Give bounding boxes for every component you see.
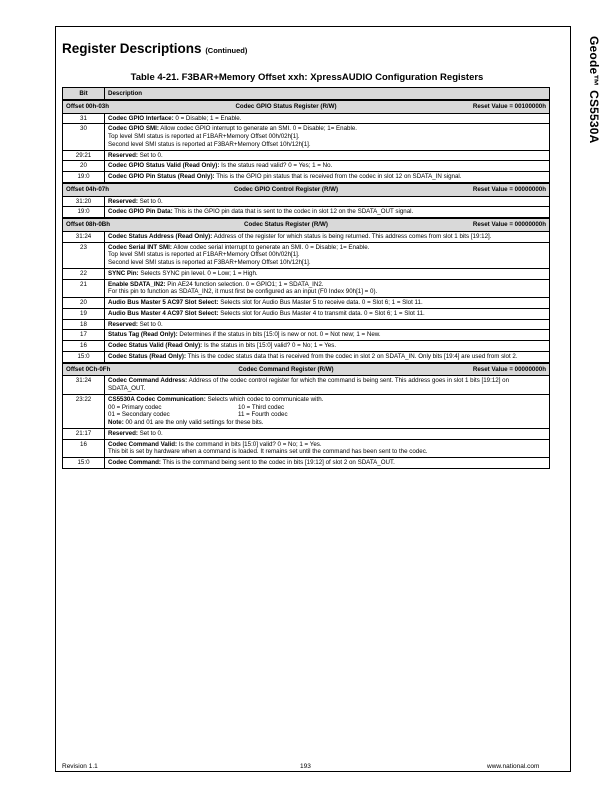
description-cell	[105, 231, 550, 242]
field-description: This is the GPIO pin data that is sent to the codec in slot 12 on the SDATA_OUT signal.	[174, 208, 414, 216]
description-cell	[105, 458, 550, 469]
bit-cell: 23:22	[63, 394, 105, 428]
field-description: This is the codec status data that is received from the codec in slot 2 on SDATA_IN. Only bits [19:4] are used from slot 2.	[187, 352, 518, 360]
description-extra-line: For this pin to function as SDATA_IN2, it must first be configured as an input (F0 Index 90h[1] = 0).	[108, 288, 378, 296]
field-description: 0 = Disable; 1 = Enable.	[175, 114, 242, 122]
field-description: Selects slot for Audio Bus Master 4 to transmit data. 0 = Slot 6; 1 = Slot 11.	[220, 309, 425, 317]
reset-value: Reset Value = 00100000h	[472, 102, 546, 110]
description-cell	[105, 172, 550, 183]
description-line	[108, 208, 546, 216]
field-description: Determines if the status in bits [15:0] is new or not. 0 = Not new; 1 = New.	[179, 331, 381, 339]
column-header-bit: Bit	[63, 88, 105, 100]
title-text: Register Descriptions	[62, 41, 202, 56]
register-name: Codec GPIO Control Register (R/W)	[233, 185, 339, 193]
description-cell	[105, 428, 550, 439]
table-header-row	[63, 88, 550, 100]
table-row	[63, 319, 550, 330]
description-line	[108, 331, 546, 339]
description-line	[108, 125, 546, 133]
description-line	[108, 115, 546, 123]
description-cell	[105, 351, 550, 362]
field-name: Audio Bus Master 5 AC97 Slot Select:	[108, 299, 219, 306]
field-name: Codec GPIO Pin Status (Read Only):	[108, 173, 215, 180]
bit-cell: 18	[63, 319, 105, 330]
bit-cell: 21:17	[63, 428, 105, 439]
bit-cell: 31	[63, 113, 105, 124]
register-name: Codec Status Register (R/W)	[244, 221, 328, 228]
field-description: Set to 0.	[139, 429, 163, 437]
field-name: Reserved:	[108, 429, 138, 437]
bit-cell: 19	[63, 308, 105, 319]
field-name: Codec GPIO Interface:	[108, 114, 174, 122]
side-product-title	[561, 36, 611, 176]
description-cell	[105, 394, 550, 428]
offset-range: Offset 04h-07h	[66, 185, 109, 193]
table-row	[63, 124, 550, 150]
field-name: Enable SDATA_IN2:	[108, 280, 166, 288]
offset-header	[66, 103, 546, 111]
offset-range: Offset 08h-0Bh	[66, 221, 111, 228]
description-line	[108, 321, 546, 329]
table-row	[63, 161, 550, 172]
field-name: Codec GPIO SMI:	[108, 125, 159, 133]
field-name: Codec Command Address:	[108, 377, 188, 385]
bit-cell: 19:0	[63, 172, 105, 183]
table-row	[63, 458, 550, 469]
bit-cell: 15:0	[63, 458, 105, 469]
bit-cell: 31:20	[63, 196, 105, 207]
description-line	[108, 281, 546, 289]
field-name: Audio Bus Master 4 AC97 Slot Select:	[108, 309, 219, 317]
field-name: SYNC Pin:	[108, 269, 139, 277]
bit-cell: 16	[63, 341, 105, 352]
field-description: Set to 0.	[139, 197, 163, 205]
description-cell	[105, 298, 550, 309]
option-left: 00 = Primary codec	[108, 403, 162, 411]
description-cell	[105, 376, 550, 395]
table-row	[63, 439, 550, 458]
reset-value: Reset Value = 00000000h	[472, 221, 546, 228]
description-cell	[105, 113, 550, 124]
bit-cell: 31:24	[63, 231, 105, 242]
option-right: 11 = Fourth codec	[238, 411, 288, 419]
description-cell	[105, 279, 550, 298]
description-cell	[105, 150, 550, 161]
table-row	[63, 113, 550, 124]
description-line	[108, 441, 546, 449]
field-description: Allow codec GPIO interrupt to generate an SMI. 0 = Disable; 1= Enable.	[160, 125, 358, 133]
description-cell	[105, 330, 550, 341]
footer-url: www.national.com	[487, 763, 540, 770]
reset-value: Reset Value = 00000000h	[472, 185, 546, 193]
description-line	[108, 396, 546, 404]
description-line	[108, 310, 546, 318]
field-name: Codec Command Valid:	[108, 440, 178, 448]
option-pair	[108, 404, 546, 412]
register-name: Codec Command Register (R/W)	[238, 365, 334, 373]
description-cell	[105, 268, 550, 279]
field-description: Address of the codec control register for which the command is being sent. This address goes in slot 1 bits [19:12] on SDATA_OUT.	[108, 377, 510, 392]
description-line	[108, 299, 546, 307]
description-line	[108, 430, 546, 438]
description-line	[108, 342, 546, 350]
option-left: 01 = Secondary codec	[108, 411, 170, 419]
offset-row	[63, 363, 550, 376]
option-right: 10 = Third codec	[238, 403, 285, 411]
table-row	[63, 298, 550, 309]
field-description: Set to 0.	[139, 320, 163, 328]
page-title	[62, 41, 247, 56]
table-row	[63, 394, 550, 428]
description-cell	[105, 242, 550, 268]
offset-row	[63, 100, 550, 113]
column-header-description: Description	[105, 88, 550, 100]
table-row	[63, 231, 550, 242]
table-row	[63, 428, 550, 439]
register-body	[63, 100, 550, 469]
description-line	[108, 353, 546, 361]
description-line	[108, 162, 546, 170]
field-name: Reserved:	[108, 197, 138, 205]
description-line	[108, 377, 546, 393]
description-cell	[105, 319, 550, 330]
bit-cell: 21	[63, 279, 105, 298]
table-row	[63, 308, 550, 319]
description-cell	[105, 207, 550, 218]
field-name: Codec GPIO Status Valid (Read Only):	[108, 162, 220, 170]
description-line	[108, 233, 546, 241]
footer-page-number: 193	[300, 763, 311, 770]
footer-revision: Revision 1.1	[62, 763, 98, 770]
table-row	[63, 150, 550, 161]
bit-cell: 29:21	[63, 150, 105, 161]
bit-cell: 16	[63, 439, 105, 458]
bit-cell: 31:24	[63, 376, 105, 395]
description-line	[108, 173, 546, 181]
title-continued: (Continued)	[205, 46, 248, 55]
field-description: Is the status read valid? 0 = Yes; 1 = No.	[221, 162, 333, 170]
field-description: Address of the register for which status is being returned. This address comes from slot 1 bits [19:12].	[213, 232, 492, 240]
bit-cell: 20	[63, 161, 105, 172]
description-cell	[105, 439, 550, 458]
field-name: Codec Status (Read Only):	[108, 352, 187, 360]
description-line	[108, 270, 546, 278]
register-table	[62, 87, 550, 469]
offset-header	[66, 366, 546, 374]
field-name: Codec Status Valid (Read Only):	[108, 342, 203, 349]
note-label: Note:	[108, 419, 124, 426]
field-name: Codec Command:	[108, 459, 161, 466]
offset-header	[66, 221, 546, 229]
offset-row	[63, 183, 550, 196]
field-name: Reserved:	[108, 151, 138, 159]
field-description: Set to 0.	[139, 151, 163, 159]
field-description: Is the command in bits [15:0] valid? 0 = No; 1 = Yes.	[178, 440, 322, 448]
offset-row	[63, 218, 550, 231]
table-row	[63, 351, 550, 362]
description-extra-line: Second level SMI status is reported at F3BAR+Memory Offset 10h/12h[1].	[108, 259, 311, 266]
table-row	[63, 196, 550, 207]
description-cell	[105, 124, 550, 150]
field-description: Allow codec serial interrupt to generate an SMI. 0 = Disable; 1= Enable.	[173, 243, 370, 251]
field-name: Codec Serial INT SMI:	[108, 243, 172, 251]
field-description: Pin AE24 function selection. 0 = GPIO1; 1 = SDATA_IN2.	[167, 280, 324, 288]
description-extra-line: Top level SMI status is reported at F1BAR+Memory Offset 00h/02h[1].	[108, 133, 300, 140]
description-cell	[105, 341, 550, 352]
field-description: This is the command being sent to the codec in bits [19:12] of slot 2 on SDATA_OUT.	[162, 459, 395, 466]
side-title-text: Geode™ CS5530A	[587, 36, 601, 144]
field-name: Codec GPIO Pin Data:	[108, 208, 173, 216]
field-description: Selects which codec to communicate with.	[207, 395, 324, 403]
description-line	[108, 198, 546, 206]
field-description: Selects SYNC pin level. 0 = Low; 1 = High.	[140, 269, 258, 277]
table-caption: Table 4-21. F3BAR+Memory Offset xxh: XpressAUDIO Configuration Registers	[130, 72, 484, 83]
offset-range: Offset 00h-03h	[66, 102, 109, 110]
option-pair	[108, 411, 546, 419]
note-text: 00 and 01 are the only valid settings for these bits.	[125, 419, 264, 426]
table-row	[63, 242, 550, 268]
bit-cell: 30	[63, 124, 105, 150]
offset-header	[66, 186, 546, 194]
reset-value: Reset Value = 00000000h	[472, 365, 546, 373]
table-row	[63, 207, 550, 218]
table-row	[63, 172, 550, 183]
table-row	[63, 330, 550, 341]
bit-cell: 22	[63, 268, 105, 279]
description-cell	[105, 196, 550, 207]
description-line	[108, 152, 546, 160]
table-row	[63, 268, 550, 279]
bit-cell: 17	[63, 330, 105, 341]
description-line	[108, 459, 546, 467]
description-line	[108, 244, 546, 252]
field-name: Codec Status Address (Read Only):	[108, 232, 213, 240]
field-name: Status Tag (Read Only):	[108, 331, 178, 339]
description-cell	[105, 308, 550, 319]
field-description: This is the GPIO pin status that is received from the codec in slot 12 on SDATA_IN signal.	[216, 173, 462, 180]
description-cell	[105, 161, 550, 172]
field-description: Selects slot for Audio Bus Master 5 to receive data. 0 = Slot 6; 1 = Slot 11.	[220, 299, 423, 306]
bit-cell: 15:0	[63, 351, 105, 362]
field-description: Is the status in bits [15:0] valid? 0 = No; 1 = Yes.	[203, 342, 337, 349]
bit-cell: 19:0	[63, 207, 105, 218]
table-row	[63, 279, 550, 298]
description-extra-line: Second level SMI status is reported at F3BAR+Memory Offset 10h/12h[1].	[108, 140, 311, 148]
register-name: Codec GPIO Status Register (R/W)	[235, 102, 337, 110]
field-name: CS5530A Codec Communication:	[108, 395, 206, 403]
bit-cell: 23	[63, 242, 105, 268]
table-row	[63, 376, 550, 395]
field-name: Reserved:	[108, 320, 138, 328]
offset-range: Offset 0Ch-0Fh	[66, 365, 111, 373]
table-row	[63, 341, 550, 352]
description-extra-line: This bit is set by hardware when a command is loaded. It remains set until the command has been sent to the codec.	[108, 448, 428, 456]
bit-cell: 20	[63, 298, 105, 309]
description-extra-line: Top level SMI status is reported at F1BAR+Memory Offset 00h/02h[1].	[108, 251, 300, 259]
note-line	[108, 419, 546, 427]
